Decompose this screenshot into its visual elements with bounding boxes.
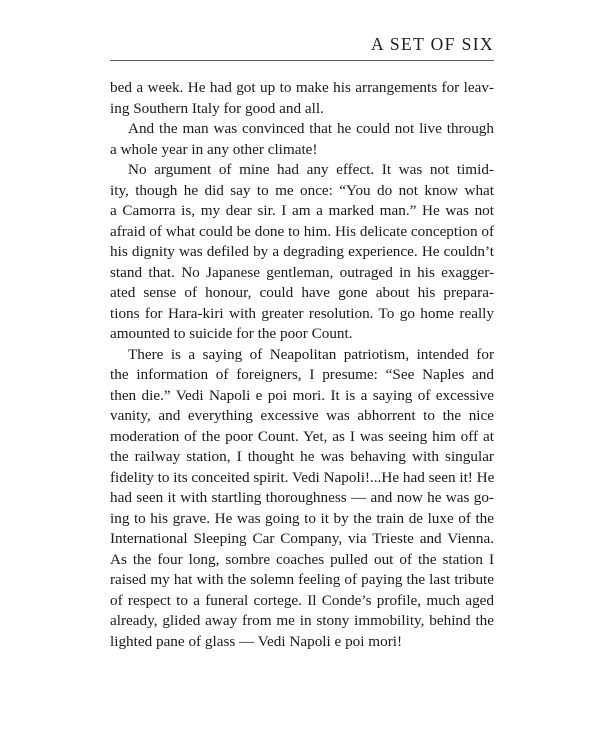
text-line: fidelity to its conceited spirit. Vedi Napoli!...He had seen it! He <box>110 468 495 486</box>
text-line: As the four long, sombre coaches pulled out of the station I <box>110 550 494 568</box>
text-line: vanity, and everything excessive was abhorrent to the nice <box>110 407 494 424</box>
text-line: afraid of what could be done to him. His delicate conception of <box>110 222 494 240</box>
text-line: the information of foreigners, I presume: “See Naples and <box>110 366 494 383</box>
text-line: ated sense of honour, could have gone about his prepara- <box>110 284 494 301</box>
text-line: tions for Hara-kiri with greater resolution. To go home really <box>110 304 494 322</box>
text-line: then die.” Vedi Napoli e poi mori. It is a saying of excessive <box>110 386 494 404</box>
text-line: ing to his grave. He was going to it by the train de luxe of the <box>110 509 494 527</box>
text-line: his dignity was defiled by a degrading experience. He couldn’t <box>110 243 494 260</box>
text-line: There is a saying of Neapolitan patriotism, intended for <box>128 345 494 363</box>
text-line: No argument of mine had any effect. It was not timid- <box>128 161 494 178</box>
text-line: a whole year in any other climate! <box>110 140 318 158</box>
text-line: amounted to suicide for the poor Count. <box>110 325 353 342</box>
running-head: A SET OF SIX <box>371 34 494 54</box>
text-line: And the man was convinced that he could not live through <box>128 120 494 137</box>
text-line: a Camorra is, my dear sir. I am a marked man.” He was not <box>110 202 494 219</box>
text-line: International Sleeping Car Company, via Trieste and Vienna. <box>110 530 494 547</box>
header-rule <box>110 60 494 61</box>
text-line: moderation of the poor Count. Yet, as I was seeing him off at <box>110 427 494 445</box>
text-line: the railway station, I thought he was behaving with singular <box>110 448 494 465</box>
text-line: had seen it with startling thoroughness — and now he was go- <box>110 489 494 506</box>
text-line: of respect to a funeral cortege. Il Conde’s profile, much aged <box>110 591 494 609</box>
text-line: lighted pane of glass — Vedi Napoli e poi mori! <box>110 632 403 650</box>
text-line: already, glided away from me in stony immobility, behind the <box>110 612 494 629</box>
text-line: ity, though he did say to me once: “You do not know what <box>110 181 494 199</box>
text-line: stand that. No Japanese gentleman, outraged in his exagger- <box>110 263 494 281</box>
text-line: bed a week. He had got up to make his arrangements for leav- <box>110 79 494 96</box>
body-text <box>110 78 494 652</box>
text-line: ing Southern Italy for good and all. <box>110 99 324 117</box>
text-line: raised my hat with the solemn feeling of paying the last tribute <box>110 571 494 588</box>
